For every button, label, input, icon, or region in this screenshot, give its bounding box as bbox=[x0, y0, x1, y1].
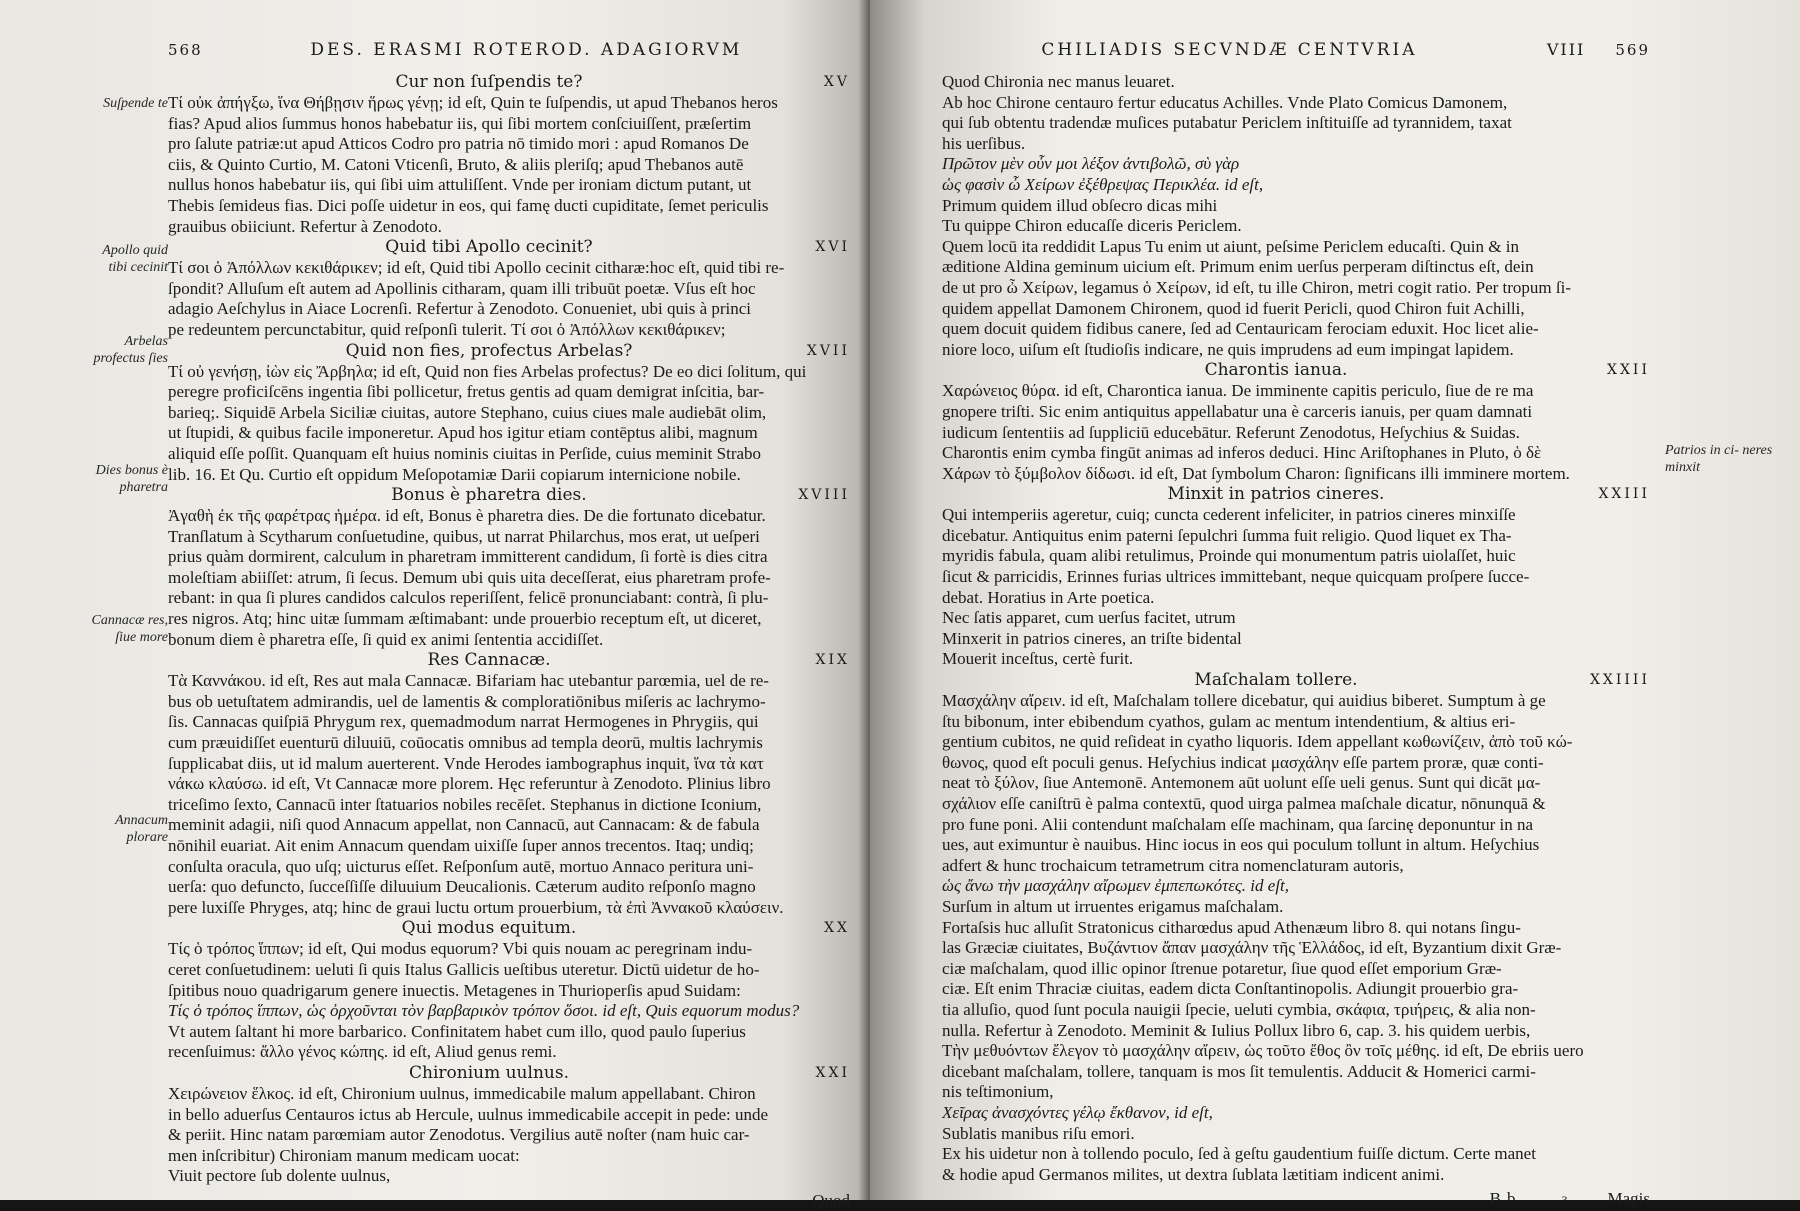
text-line: ſtu bibonum, inter ebibendum cyathos, gulam ac mentum intendentium, & altius eri- bbox=[942, 711, 1516, 731]
adage-heading bbox=[942, 484, 1650, 505]
adage-heading bbox=[942, 670, 1650, 691]
catchword: Magis bbox=[1607, 1189, 1650, 1209]
left-text-column bbox=[168, 72, 850, 1211]
text-line: nōnihil euariat. Ait enim Annacum quendam uixiſſe ſuper annos trecentos. Itaq; undiq; bbox=[168, 836, 754, 855]
signature-mark: Bb bbox=[1489, 1189, 1522, 1209]
adage-numeral: XX bbox=[824, 920, 850, 937]
left-page bbox=[0, 0, 890, 1210]
adage-heading bbox=[168, 341, 850, 362]
verse-line: Mouerit inceſtus, certè furit. bbox=[942, 649, 1134, 669]
text-line: adfert & hunc trochaicum tetrametrum citra nomenclaturam autoris, bbox=[942, 855, 1404, 875]
text-line: Vt autem ſaltant hi more barbarico. Confinitatem habet cum illo, quod paulo ſuperius bbox=[168, 1021, 746, 1041]
text-line: gnopere triſti. Sic enim antiquitus appellabatur una è carceris ianuis, per quam damnati bbox=[942, 401, 1533, 421]
text-line: moleſtiam abiiſſet: atrum, ſi ſecus. Demum ubi quis uita deceſſerat, eius pharetram profe- bbox=[168, 567, 771, 587]
text-line: triceſimo ſexto, Cannacū inter ſtatuarios nobiles recēſet. Stephanus in dictione Iconium, bbox=[168, 794, 762, 814]
text-line: Χάρων τὸ ξύμβολον δίδωσι. id eſt, Dat ſymbolum Charon: ſignificans illi imminere mortem. bbox=[942, 463, 1570, 483]
text-line: æditione Aldina geminum uicium eſt. Primum enim uerſus perperam diſtinctus eſt, dein bbox=[942, 257, 1534, 277]
verse-line: Nec ſatis apparet, cum uerſus facitet, utrum bbox=[942, 608, 1236, 628]
text-line: Τί οὐκ ἀπήγξω, ἵνα Θήβῃσιν ἥρως γένῃ; id eſt, Quin te ſuſpendis, ut apud Thebanos heros bbox=[168, 93, 778, 112]
centuria-number: VIII bbox=[1546, 40, 1586, 59]
heading-text: Cur non ſuſpendis te? bbox=[395, 72, 583, 92]
signature-number: 3 bbox=[1561, 1193, 1568, 1208]
text-line: pere luxiſſe Phryges, atq; hinc de graui luctu ortum prouerbium, τὰ ἐπὶ Ἀννακοῦ κλαύσειν. bbox=[168, 897, 784, 917]
text-line: debat. Horatius in Arte poetica. bbox=[942, 587, 1155, 607]
text-line: ſicut & parricidis, Erinnes furias ultrices immittebant, neque quicquam proſpere ſucce- bbox=[942, 567, 1530, 587]
text-line: qui ſub obtentu tradendæ muſices putabatur Periclem inſtituiſſe ad tyrannidem, taxat bbox=[942, 113, 1512, 133]
text-line: ues, aut eximuntur è nauibus. Hinc iocus in eos qui poculum tollunt in altum. Heſychius bbox=[942, 835, 1540, 855]
text-line: Χαρώνειος θύρα. id eſt, Charontica ianua. De imminente capitis periculo, ſiue de re ma bbox=[942, 381, 1534, 401]
text-line: quem docuit quidem fidibus canere, ſed ad Centauricam ferociam eduxit. Hoc licet alie- bbox=[942, 319, 1539, 339]
text-line: σχάλιον eſſe caniſtrū è palma contextū, quod uirga palmea maſchale dicatur, nōnunquā & bbox=[942, 794, 1546, 813]
text-line: ſpitibus nouo quadrigarum genere inuectis. Metagenes in Thurioperſis apud Suidam: bbox=[168, 980, 741, 1000]
greek-line: Τίς ὁ τρόπος ἵππων, ὡς ὀρχοῦνται τὸν βαρβαρικὸν τρόπον ὅσοι. id eſt, Quis equorum modus? bbox=[168, 1001, 800, 1021]
text-line: rebant: in qua ſi plures candidos calculos reperiſſent, felicē pronunciabant: contrà, ſi plu- bbox=[168, 588, 769, 608]
heading-text: Quid tibi Apollo cecinit? bbox=[385, 237, 593, 258]
heading-text: Charontis ianua. bbox=[1204, 360, 1348, 381]
text-line: Τί σοι ὁ Ἀπόλλων κεκιθάρικεν; id eſt, Quid tibi Apollo cecinit citharæ:hoc eſt, quid tibi re- bbox=[168, 258, 785, 278]
margin-note: Apollo quid tibi cecinit bbox=[102, 243, 168, 275]
greek-line: ὡς ἄνω τὴν μασχάλην αἴρωμεν ἐμπεπωκότες. id eſt, bbox=[942, 876, 1290, 896]
adage-numeral: XXIIII bbox=[1589, 672, 1650, 689]
text-line: aliquid eſſe poſſit. Quanquam eſt huius nominis ciuitas in Perſide, cuius meminit Strabo bbox=[168, 443, 762, 463]
text-line: ſpondit? Alluſum eſt autem ad Apollinis citharam, quam illi tribuūt poetæ. Vſus eſt hoc bbox=[168, 278, 756, 298]
text-line: in bello aduerſus Centauros ictus ab Hercule, uulnus immedicabile accepit in pede: unde bbox=[168, 1104, 769, 1124]
text-line: conſulta oracula, quo uſq; uicturus eſſet. Reſponſum autē, mortuo Annaco peritura uni- bbox=[168, 856, 754, 876]
text-line: pro ſalute patriæ:ut apud Atticos Codro pro patria nō timido mori : apud Romanos De bbox=[168, 134, 749, 154]
verse-line: Tu quippe Chiron educaſſe diceris Periclem. bbox=[942, 216, 1242, 236]
text-line: ſupplicabat diis, ut id malum auerterent. Vnde Herodes iambographus inquit, ἵνα τὰ κατ bbox=[168, 753, 764, 773]
text-line: quidem appellat Damonem Chironem, quod id fuerit Pericli, quod Chiron fuit Achilli, bbox=[942, 298, 1525, 318]
text-line: niore loco, uiſum eſt ſtudioſis indicare, ne quis imprudens ad eum impingat lapidem. bbox=[942, 339, 1514, 359]
text-line: ciæ. Eſt enim Thraciæ ciuitas, eadem dicta Conſtantinopolis. Adiungit prouerbio gra- bbox=[942, 979, 1519, 999]
right-text-column bbox=[942, 72, 1650, 1209]
text-line: cum præuidiſſet euenturū diluuiū, coūocatis omnibus ad templa deorū, multis lachrymis bbox=[168, 733, 763, 753]
text-line: pe redeuntem percunctabitur, quid reſponſi tulerit. Τί σοι ὁ Ἀπόλλων κεκιθάρικεν; bbox=[168, 319, 726, 339]
heading-text: Qui modus equitum. bbox=[401, 918, 577, 939]
heading-text: Quid non fies, profectus Arbelas? bbox=[345, 340, 633, 361]
adage-numeral: XVI bbox=[815, 239, 850, 256]
text-line: dicebant maſchalam, tollere, tanquam is mos ſit temulentis. Adducit & Homerici carmi- bbox=[942, 1061, 1536, 1081]
text-line: barieq;. Siquidē Arbela Siciliæ ciuitas, autore Stephano, cuius ciues male audiebāt olim, bbox=[168, 402, 767, 422]
text-line: Thebis ſemideus fias. Dici poſſe uidetur in eos, qui famę ducti cupiditate, ſemet periculis bbox=[168, 195, 769, 215]
adage-heading bbox=[942, 360, 1650, 381]
text-line: nis teſtimonium, bbox=[942, 1082, 1054, 1102]
heading-text: Res Cannacæ. bbox=[427, 650, 551, 671]
text-line: Τί οὐ γενήσῃ, ἰὼν εἰς Ἄρβηλα; id eſt, Quid non fies Arbelas profectus? De eo dici ſolitum, qui bbox=[168, 361, 807, 381]
margin-note: Annacum plorare bbox=[115, 813, 168, 845]
text-line: & periit. Hinc natam parœmiam autor Zenodotus. Vergilius autē noſter (nam huic car- bbox=[168, 1125, 750, 1145]
text-line: ciis, & Quinto Curtio, M. Catoni Vticenſi, Bruto, & aliis pleriſq; apud Thebanos autē bbox=[168, 154, 744, 174]
text-line: Τὰ Καννάκου. id eſt, Res aut mala Cannacæ. Bifariam hac utebantur parœmia, uel de re- bbox=[168, 671, 769, 691]
text-line: νάκω κλαύσω. id eſt, Vt Cannacæ more plorem. Hęc referuntur à Zenodoto. Plinius libro bbox=[168, 774, 771, 794]
text-line: neat τὸ ξύλον, ſiue Antemonē. Antemonem aūt uolunt eſſe ueli genus. Sunt qui dicāt μα- bbox=[942, 773, 1541, 793]
heading-text: Minxit in patrios cineres. bbox=[1167, 484, 1385, 505]
text-line: Τίς ὁ τρόπος ἵππων; id eſt, Qui modus equorum? Vbi quis nouam ac peregrinam indu- bbox=[168, 939, 753, 959]
margin-note: Suſpende te bbox=[103, 96, 168, 111]
adage-heading bbox=[168, 918, 850, 939]
text-line: grauibus obiiciunt. Refertur à Zenodoto. bbox=[168, 216, 442, 236]
text-line: θωνος, quod eſt poculi genus. Heſychius indicat μασχάλην eſſe partem proræ, quæ conti- bbox=[942, 752, 1544, 772]
left-page-number: 568 bbox=[168, 41, 203, 59]
text-line: Ab hoc Chirone centauro fertur educatus Achilles. Vnde Plato Comicus Damonem, bbox=[942, 92, 1508, 112]
text-line: men inſcribitur) Chironiam manum medicam uocat: bbox=[168, 1145, 520, 1165]
text-line: Qui intemperiis ageretur, cuiq; cuncta cederent infeliciter, in patrios cineres minxiſſe bbox=[942, 505, 1516, 525]
greek-line: ὡς φασὶν ὦ Χείρων ἐξέθρεψας Περικλέα. id eſt, bbox=[942, 174, 1264, 194]
adage-heading bbox=[168, 237, 850, 258]
text-line: res nigros. Atq; hinc uitæ ſummam æſtimabant: unde prouerbio receptum eſt, ut diceret, bbox=[168, 609, 762, 629]
text-line: Τὴν μεθυόντων ἔλεγον τὸ μασχάλην αἴρειν, ὡς τοῦτο ἔθος ὂν τοῖς μέθης. id eſt, De ebriis uero bbox=[942, 1041, 1584, 1061]
margin-note: Patrios in ci- neres minxit bbox=[1665, 443, 1773, 475]
text-line: ciæ maſchalam, quod illic opinor ſtrenue potaretur, ſiue quod eſſet emporium Græ- bbox=[942, 958, 1502, 978]
text-line: uerſa: quo defuncto, ſucceſſiſſe diluuium Deucalionis. Cæterum audito reſponſo magno bbox=[168, 877, 756, 897]
right-page bbox=[870, 0, 1800, 1209]
verse-line: Sublatis manibus riſu emori. bbox=[942, 1123, 1135, 1143]
text-line: Ex his uidetur non à tollendo poculo, ſed à geſtu gaudentium fuiſſe dictum. Certe manet bbox=[942, 1144, 1536, 1164]
text-line: fias? Apud alios ſummus honos habebatur iis, qui ſibi mortem conſciuiſſent, præſertim bbox=[168, 113, 752, 133]
adage-heading bbox=[168, 72, 850, 93]
text-line: Χειρώνειον ἕλκος. id eſt, Chironium uulnus, immedicabile malum appellabant. Chiron bbox=[168, 1083, 756, 1103]
text-line: bonum diem è pharetra eſſe, ſi quid ex animi ſententia accidiſſet. bbox=[168, 629, 604, 649]
text-line: nullus honos habebatur iis, qui ſibi uim attuliſſent. Vnde per ironiam dictum putant, ut bbox=[168, 175, 752, 195]
text-line: ſis. Cannacas quiſpiā Phrygum rex, quemadmodum narrat Hermogenes in Phrygiis, qui bbox=[168, 712, 759, 732]
text-line: recenſuimus: ἄλλο γένος κώπης. id eſt, Aliud genus remi. bbox=[168, 1042, 557, 1062]
right-page-number: 569 bbox=[1615, 41, 1650, 59]
text-line: lib. 16. Et Qu. Curtio eſt oppidum Meſopotamiæ Darii copiarum internicione nobile. bbox=[168, 464, 741, 484]
text-line: las Græciæ ciuitates, Βυζάντιον ἄπαν μασχάλην τῆς Ἑλλάδος, id eſt, Byzantium dixit Græ- bbox=[942, 938, 1562, 958]
text-line: Tranſlatum à Scytharum conſuetudine, quibus, ut narrat Philarchus, mos erat, ut ueſperi bbox=[168, 526, 760, 546]
left-footer bbox=[168, 1191, 850, 1211]
adage-heading bbox=[168, 485, 850, 506]
adage-numeral: XV bbox=[823, 74, 850, 90]
text-line: gentium cubitos, ne quid reſideat in cyatho liquoris. Idem appellant κωθωνίζειν, ἀπὸ τοῦ κώ- bbox=[942, 732, 1573, 752]
text-line: adagio Aeſchylus in Aiace Locrenſi. Refertur à Zenodoto. Conueniet, ubi quis à princi bbox=[168, 299, 752, 319]
text-line: Quem locū ita reddidit Lapus Tu enim ut aiunt, peſsime Periclem educaſti. Quin & in bbox=[942, 236, 1519, 256]
text-line: dicebatur. Antiquitus enim paterni ſepulchri ſumma fuit religio. Quod liquet ex Tha- bbox=[942, 525, 1512, 545]
adage-heading bbox=[168, 650, 850, 671]
text-line: ceret conſuetudinem: ueluti ſi quis Italus Gallicis ueſtibus uteretur. Dictū uidetur de ho- bbox=[168, 959, 760, 979]
adage-numeral: XXI bbox=[815, 1064, 850, 1081]
margin-note: Cannacæ res, ſiue more bbox=[91, 613, 168, 645]
text-line: his uerſibus. bbox=[942, 133, 1026, 153]
catchword: Quod bbox=[812, 1190, 850, 1210]
left-running-head bbox=[168, 40, 850, 66]
text-line: Ἀγαθὴ ἐκ τῆς φαρέτρας ἡμέρα. id eſt, Bonus è pharetra dies. De die fortunato dicebatur. bbox=[168, 506, 766, 526]
text-line: Surſum in altum ut irruentes erigamus maſchalam. bbox=[942, 896, 1284, 916]
text-line: prius quàm dormirent, calculum in pharetram immitterent candidum, ſi fortè is dies citra bbox=[168, 547, 768, 567]
text-line: Charontis enim cymba fingūt animas ad inferos deduci. Hinc Ariſtophanes in Pluto, ὁ δὲ bbox=[942, 443, 1542, 463]
text-line: peregre proficiſcēns ingentia ſibi pollicetur, fretus gentis ad quam demigrat inſcitia, bar- bbox=[168, 382, 765, 402]
adage-numeral: XXII bbox=[1607, 362, 1650, 379]
verse-line: Viuit pectore ſub dolente uulnus, bbox=[168, 1166, 391, 1186]
adage-heading bbox=[168, 1063, 850, 1084]
text-line: Fortaſsis huc alluſit Stratonicus citharœdus apud Athenæum libro 8. qui notans ſingu- bbox=[942, 917, 1521, 937]
right-running-head bbox=[942, 40, 1650, 66]
right-running-title: CHILIADIS SECVNDÆ CENTVRIA bbox=[1041, 40, 1418, 60]
margin-note: Arbelas profectus ſies bbox=[93, 334, 168, 366]
text-line: nulla. Refertur à Zenodoto. Meminit & Iulius Pollux libro 6, cap. 3. his quidem uerbis, bbox=[942, 1020, 1531, 1040]
text-line: ut ſtupidi, & quibus facile imponeretur. Apud hos igitur etiam contēptus alibi, magnum bbox=[168, 423, 758, 443]
greek-line: Χεῖρας ἀνασχόντες γέλῳ ἔκθανον, id eſt, bbox=[942, 1102, 1213, 1122]
heading-text: Maſchalam tollere. bbox=[1194, 670, 1358, 691]
margin-note: Dies bonus è pharetra bbox=[95, 463, 168, 495]
adage-numeral: XVIII bbox=[798, 487, 850, 504]
right-footer bbox=[942, 1189, 1650, 1209]
adage-numeral: XIX bbox=[815, 652, 850, 669]
text-line: bus ob uetuſtatem admirandis, uel de lamentis & comploratiōnibus miſeris ac lachrymo- bbox=[168, 691, 766, 711]
text-line: myridis fabula, quam alibi retulimus, Proinde qui monumentum patris uiolaſſet, huic bbox=[942, 546, 1516, 566]
heading-text: Chironium uulnus. bbox=[409, 1062, 569, 1083]
text-line: meminit adagii, niſi quod Annacum appellat, non Cannacū, aut Cannacam: & de fabula bbox=[168, 815, 760, 835]
text-line: Μασχάλην αἴρειν. id eſt, Maſchalam tollere dicebatur, qui auidius biberet. Sumptum à ge bbox=[942, 691, 1546, 711]
text-line: iudicum ſententiis ad ſuppliciū educebātur. Referunt Zenodotus, Heſychius & Suidas. bbox=[942, 422, 1520, 442]
text-line: de ut pro ὦ Χείρων, legamus ὁ Χείρων, id eſt, tu ille Chiron, metri cogit ratio. Per tropum ſi- bbox=[942, 277, 1571, 297]
text-line: Quod Chironia nec manus leuaret. bbox=[942, 72, 1175, 91]
adage-numeral: XXIII bbox=[1598, 486, 1650, 503]
text-line: & hodie apud Germanos milites, ut dextra ſublata lætitiam indicent animi. bbox=[942, 1164, 1445, 1184]
heading-text: Bonus è pharetra dies. bbox=[391, 485, 587, 506]
verse-line: Minxerit in patrios cineres, an triſte bidental bbox=[942, 628, 1242, 648]
left-running-title: DES. ERASMI ROTEROD. ADAGIORVM bbox=[310, 40, 743, 60]
greek-line: Πρῶτον μὲν οὖν μοι λέξον ἀντιβολῶ, σὺ γὰρ bbox=[942, 154, 1240, 174]
verse-line: Primum quidem illud obſecro dicas mihi bbox=[942, 195, 1218, 215]
text-line: tia alluſio, quod ſunt pocula nauigii ſpecie, ueluti cymbia, σκάφια, τριήρεις, & alia non- bbox=[942, 999, 1536, 1019]
text-line: pro fune poni. Alii contendunt maſchalam eſſe machinam, qua ſarcinę deponuntur in na bbox=[942, 814, 1534, 834]
adage-numeral: XVII bbox=[806, 342, 850, 359]
